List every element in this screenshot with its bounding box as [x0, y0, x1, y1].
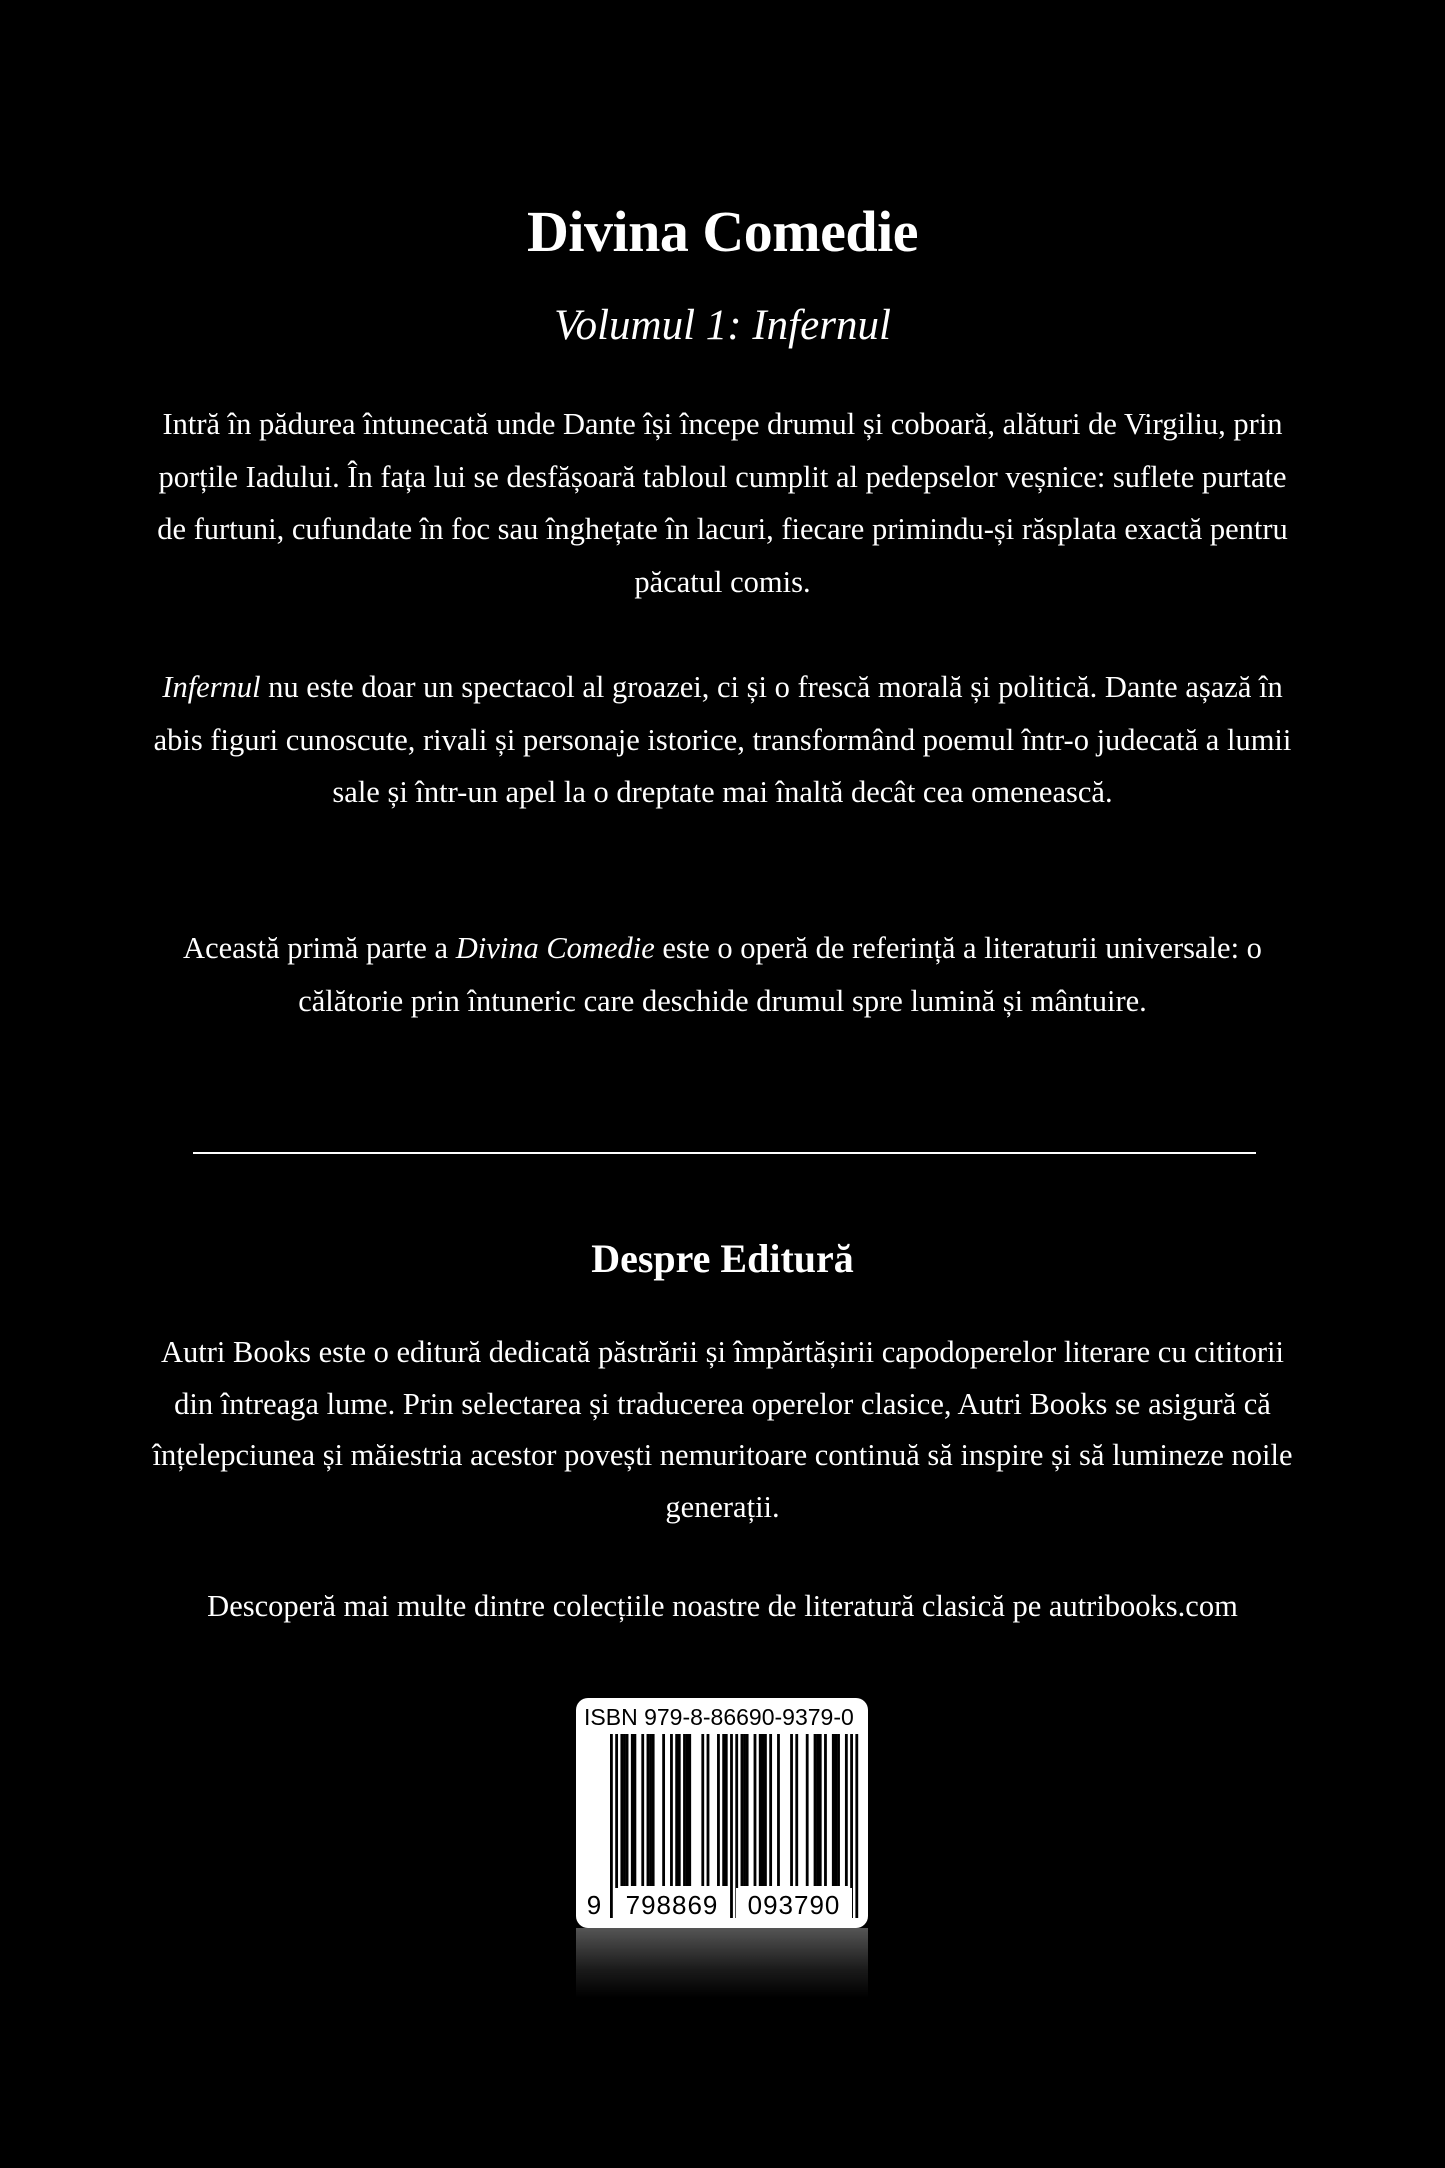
inferno-italic-title: Infernul [162, 670, 261, 704]
book-title: Divina Comedie [527, 199, 918, 264]
publisher-discover: Descoperă mai multe dintre colecțiile noastre de literatură clasică pe autribooks.com [207, 1589, 1238, 1623]
barcode-bar [777, 1734, 780, 1886]
barcode-bar [652, 1734, 655, 1886]
barcode-bar [623, 1734, 626, 1886]
barcode-bar [769, 1734, 772, 1886]
barcode-bar [688, 1734, 691, 1886]
description-paragraph-3 [150, 922, 1295, 1027]
barcode-bar [754, 1734, 757, 1886]
description-paragraph-1: Intră în pădurea întunecată unde Dante își începe drumul și coboară, alături de Virgiliu, prin porțile Iadului. În fața lui se desfășoară tabloul cumplit al pedepselor veșnice: suflete purtate de furtuni, cufundate în foc sau înghețate în lacuri, fiecare primindu-și răsplata exactă pentru păcatul comis. [157, 407, 1288, 599]
barcode-bar [746, 1734, 749, 1886]
barcode-bar [725, 1734, 728, 1886]
barcode-bar [647, 1734, 650, 1886]
barcode-bar [790, 1734, 793, 1886]
barcode-bar [824, 1734, 827, 1886]
barcode-bar [626, 1734, 629, 1886]
barcode-right-group: 093790 [736, 1888, 852, 1922]
description-paragraph-3-text: este o operă de referință a literaturii universale: o călătorie prin întuneric care deschide drumul spre lumină și mântuire. [298, 931, 1262, 1018]
barcode-first-digit: 9 [582, 1888, 606, 1922]
barcode-bar [649, 1734, 652, 1886]
description-paragraph-2-text: nu este doar un spectacol al groazei, ci și o frescă morală și politică. Dante așază în abis figuri cunoscute, rivali și personaje istorice, transformând poemul într-o judecată a lumii sale și într-un apel la o dreptate mai înaltă decât cea omenească. [153, 670, 1292, 809]
barcode-bar [743, 1734, 746, 1886]
barcode-bar [662, 1734, 665, 1886]
barcode-bar [816, 1734, 819, 1886]
barcode-bar [717, 1734, 720, 1886]
divine-comedy-italic-title: Divina Comedie [455, 931, 655, 965]
publisher-about: Autri Books este o editură dedicată păstrării și împărtășirii capodoperelor literare cu cititorii din întreaga lume. Prin selectarea și traducerea operelor clasice, Autri Books se asigură că înțelepciunea și măiestria acestor povești nemuritoare continuă să inspire și să lumineze noile generații. [152, 1335, 1293, 1524]
barcode-reflection-fade [576, 1928, 868, 1998]
barcode-bar [633, 1734, 636, 1886]
barcode-bar [761, 1734, 764, 1886]
barcode-bar [683, 1734, 686, 1886]
barcode-bar [764, 1734, 767, 1886]
book-subtitle: Volumul 1: Infernul [554, 302, 891, 349]
description-paragraph-3-start: Această primă parte a [183, 931, 456, 965]
publisher-heading: Despre Editură [591, 1236, 854, 1281]
barcode-reflection [576, 1928, 868, 1998]
barcode-bar [814, 1734, 817, 1886]
barcode-bar [701, 1734, 704, 1886]
barcode-bar [631, 1734, 634, 1886]
barcode-bar [806, 1734, 809, 1886]
barcode-bar [707, 1734, 710, 1886]
barcode-bar [641, 1734, 644, 1886]
barcode-bar [837, 1734, 840, 1886]
barcode-bar [722, 1734, 725, 1886]
isbn-label: ISBN 979-8-86690-9379-0 [584, 1704, 854, 1730]
section-divider [193, 1152, 1256, 1154]
isbn-barcode [576, 1698, 868, 1928]
barcode-bar [620, 1734, 623, 1886]
barcode-bar [819, 1734, 822, 1886]
barcode-number [576, 1888, 868, 1922]
barcode-left-group: 798869 [614, 1888, 730, 1922]
barcode-bar [678, 1734, 681, 1886]
description-paragraph-2 [150, 661, 1295, 819]
barcode-bar [675, 1734, 678, 1886]
barcode-bar [686, 1734, 689, 1886]
barcode-bar [795, 1734, 798, 1886]
barcode-bar [845, 1734, 848, 1886]
barcode-bar [741, 1734, 744, 1886]
barcode-bar [670, 1734, 673, 1886]
barcode-bar [835, 1734, 838, 1886]
barcode-bar [832, 1734, 835, 1886]
barcode-bar [759, 1734, 762, 1886]
